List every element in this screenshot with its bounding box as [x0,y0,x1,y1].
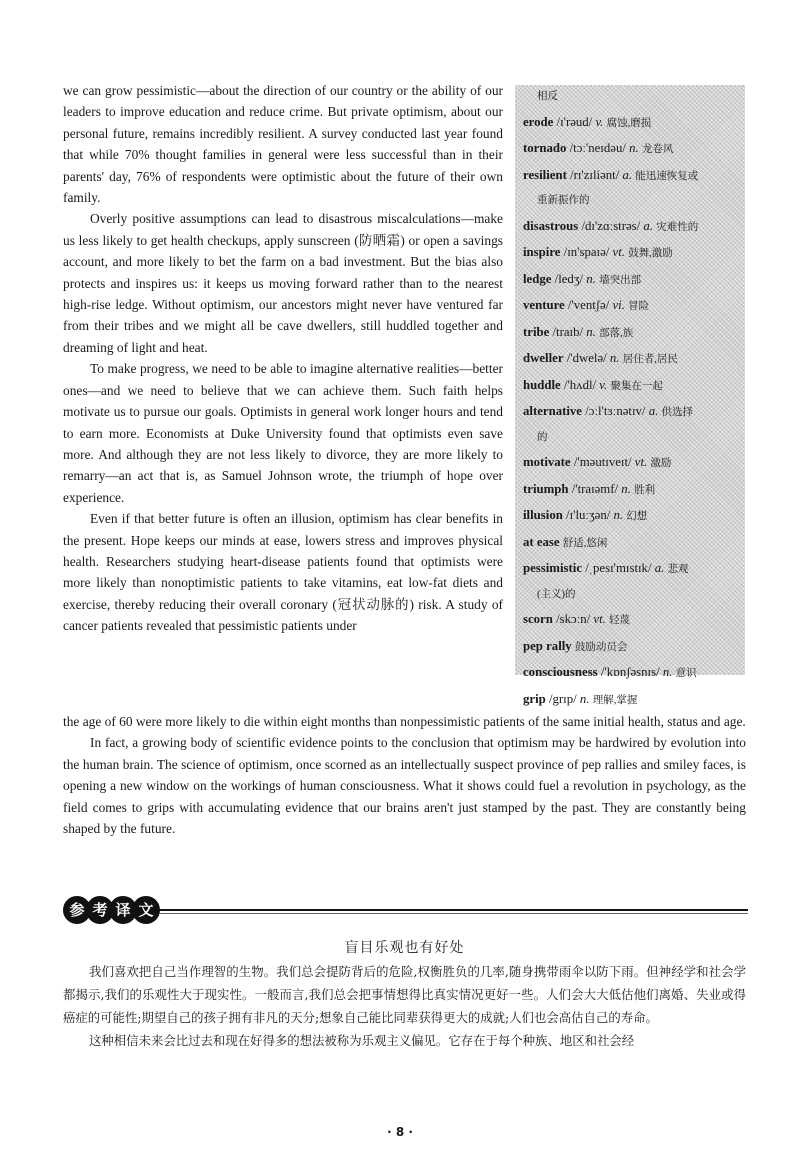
vocab-word: erode [523,114,554,129]
vocab-pos: n. [579,691,590,706]
vocab-pos: vi. [612,298,625,312]
vocab-meaning: 墙突出部 [599,274,642,286]
vocab-word: illusion [523,508,563,522]
vocab-entry [523,110,739,137]
vocab-entry [523,556,739,607]
vocab-word: venture [523,298,565,312]
vocab-word: grip [523,691,546,706]
vocab-phonetic: /traɪb/ [552,324,584,339]
vocab-pos: vt. [593,612,606,626]
vocab-entry [523,687,739,714]
vocab-word: triumph [523,481,569,496]
vocab-phonetic: /'hʌdl/ [563,377,597,392]
vocab-entry [523,214,739,241]
vocab-entry [523,163,739,214]
paragraph-2: Overly positive assumptions can lead to disastrous miscalculations—make us less likely to get health checkups, apply sunscreen (防晒霜) or open a savings account, and more likely to bet the farm on a bad investment. But the bias also protects and inspires us: it keeps us moving forward rather than to the nearest high-rise ledge. Without optimism, our ancestors might never have ventured far from their tribes and we might all be cave dwellers, still huddled together and dreaming of light and heat. [63,211,503,355]
vocab-phonetic: /skɔːn/ [556,612,591,626]
vocab-word: pep rally [523,638,572,653]
vocab-meaning: 聚集在一起 [610,380,663,392]
vocab-meaning-continued: (主义)的 [537,588,576,600]
vocab-phonetic: /grɪp/ [548,691,577,706]
vocab-meaning: 理解,掌握 [592,694,638,706]
translation-body [63,960,746,1052]
vocab-entry [523,450,739,477]
vocab-pos: v. [595,114,604,129]
vocab-meaning: 冒险 [628,301,650,312]
vocab-word: tribe [523,324,550,339]
vocab-meaning: 激励 [650,458,672,469]
vocab-phonetic: /'traɪəmf/ [571,481,619,496]
vocab-meaning: 能迅速恢复或 [635,170,699,182]
vocab-pos: n. [609,351,620,365]
vocab-word: dweller [523,351,564,365]
vocab-meaning: 舒适,悠闲 [562,537,608,549]
vocab-meaning: 鼓励动员会 [574,641,628,653]
vocab-entry [523,607,739,634]
translation-paragraph-1: 我们喜欢把自己当作理智的生物。我们总会提防背后的危险,权衡胜负的几率,随身携带雨伞以防下雨。但神经学和社会学都揭示,我们的乐观性大于现实性。一般而言,我们总会把事情想得比真实情况更好一些。人们会大大低估他们离婚、失业或得癌症的可能性;期望自己的孩子拥有非凡的天分;想象自己能比同辈获得更大的成就;人们也会高估自己的寿命。 [63,964,746,1025]
translation-paragraph-2: 这种相信未来会比过去和现在好得多的想法被称为乐观主义偏见。它存在于每个种族、地区和社会经 [89,1033,635,1048]
vocab-word: inspire [523,245,561,259]
banner-char: 参 [63,896,91,924]
vocab-phonetic: /'məutɪveɪt/ [573,455,632,469]
vocab-word: resilient [523,167,567,182]
paragraph-3: To make progress, we need to be able to imagine alternative realities—better ones—and we need to believe that we can achieve them. Such faith helps motivate us to pursue our goals. Optimists in general work longer hours and tend to earn more. Economists at Duke University found that optimists even save more. And although they are not less likely to divorce, they are more likely to remarry—an act that is, as Samuel Johnson wrote, the triumph of hope over experience. [63,361,503,505]
vocab-pos: v. [599,377,608,392]
vocab-entry [523,660,739,687]
banner-rule-thin [159,913,748,914]
paragraph-4-continued: the age of 60 were more likely to die within eight months than nonpessimistic patients of the same initial health, status and age. [63,714,746,729]
translation-title: 盲目乐观也有好处 [344,940,465,956]
vocab-word: motivate [523,455,571,469]
article-continuation [63,711,746,839]
vocab-meaning-continued: 的 [537,431,548,443]
vocab-meaning: 灾难性的 [656,221,699,233]
vocab-phonetic: /ɪn'spaɪə/ [563,245,610,259]
paragraph-4: Even if that better future is often an illusion, optimism has clear benefits in the present. Hope keeps our minds at ease, lowers stress and improves physical health. Researchers studying heart-disease patients found that optimists were more likely than nonoptimistic patients to take vitamins, eat low-fat diets and exercise, thereby reducing their overall coronary (冠状动脉的) risk. A study of cancer patients revealed that pessimistic patients under [63,511,503,634]
vocab-word: ledge [523,271,552,286]
vocab-pos: n. [621,481,631,496]
vocab-top-note: 相反 [537,91,558,102]
vocab-entry [523,634,739,661]
vocab-phonetic: /'dwelə/ [566,351,607,365]
vocab-pos: a. [643,218,654,233]
vocab-word: at ease [523,534,560,549]
article-column [63,80,503,637]
vocab-phonetic: /ɔːl'tɜːnətɪv/ [585,404,646,418]
vocab-entry [523,373,739,400]
vocab-meaning: 胜利 [634,484,656,496]
vocab-meaning: 悲观 [667,564,689,575]
page-number: · 8 · [387,1125,413,1139]
vocab-meaning: 居住者,居民 [622,354,678,365]
vocab-phonetic: /rɪ'zɪliənt/ [570,167,620,182]
vocab-pos: n. [662,665,673,679]
vocab-meaning: 龙卷风 [641,144,674,155]
vocab-phonetic: /ɪ'luːʒən/ [566,508,611,522]
vocab-meaning: 供选择 [661,407,693,418]
vocab-meaning-continued: 重新振作的 [537,195,590,206]
vocab-pos: vt. [612,245,625,259]
vocabulary-box [515,85,745,706]
banner-char: 文 [132,896,160,924]
vocab-entry [523,320,739,347]
vocab-phonetic: /'kɒnʃəsnɪs/ [600,665,660,679]
vocab-meaning: 轻蔑 [609,615,631,626]
vocab-meaning: 腐蚀,磨损 [606,117,652,129]
vocab-meaning: 部落,族 [599,327,634,339]
vocab-entry [523,530,739,557]
vocab-meaning: 意识 [675,668,697,679]
vocab-pos: n. [629,141,639,155]
vocab-pos: n. [586,271,596,286]
vocab-phonetic: /ɪ'rəud/ [556,114,593,129]
vocab-word: tornado [523,141,567,155]
vocab-word: disastrous [523,218,579,233]
vocab-pos: n. [586,324,596,339]
paragraph-5: In fact, a growing body of scientific evidence points to the conclusion that optimism may be hardwired by evolution into the human brain. The science of optimism, once scorned as an intellectually suspect province of pep rallies and smiley faces, is opening a new window on the workings of human consciousness. What it shows could fuel a revolution in psychology, as the field comes to grips with accumulating evidence that our brains aren't just stamped by the past. They are constantly being shaped by the future. [63,735,746,837]
banner-char: 考 [86,896,114,924]
vocab-entry [523,240,739,267]
banner-char: 译 [109,896,137,924]
vocab-entry [523,346,739,373]
vocab-word: huddle [523,377,561,392]
vocab-phonetic: /dɪ'zɑːstrəs/ [581,218,641,233]
vocab-entry [523,293,739,320]
vocab-entry [523,136,739,163]
banner-rule [159,909,748,911]
vocab-entry [523,267,739,294]
vocab-phonetic: /ˌpesɪ'mɪstɪk/ [585,561,652,575]
vocab-phonetic: /ledʒ/ [554,271,584,286]
vocab-list [523,110,739,714]
vocab-pos: a. [654,561,665,575]
vocab-entry [523,503,739,530]
vocab-pos: a. [622,167,633,182]
vocab-pos: n. [613,508,624,522]
vocab-pos: vt. [634,455,648,469]
vocab-meaning: 幻想 [626,511,648,522]
vocab-meaning: 鼓舞,激励 [628,248,673,259]
paragraph-1: we can grow pessimistic—about the direction of our country or the ability of our leaders to improve education and reduce crime. But private optimism, about our personal future, remains incredibly resilient. A survey conducted last year found that while 70% thought families in general were less successful than in their parents' day, 76% of respondents were optimistic about the future of their own family. [63,83,503,206]
vocab-word: scorn [523,612,553,626]
vocab-word: alternative [523,404,582,418]
vocab-word: pessimistic [523,561,583,575]
banner-title [63,896,159,924]
vocab-phonetic: /tɔː'neɪdəu/ [569,141,626,155]
vocab-word: consciousness [523,665,598,679]
vocab-entry [523,477,739,504]
vocab-pos: a. [648,404,659,418]
vocab-entry [523,399,739,450]
vocab-phonetic: /'ventʃə/ [567,298,610,312]
reference-translation-banner [63,893,748,927]
